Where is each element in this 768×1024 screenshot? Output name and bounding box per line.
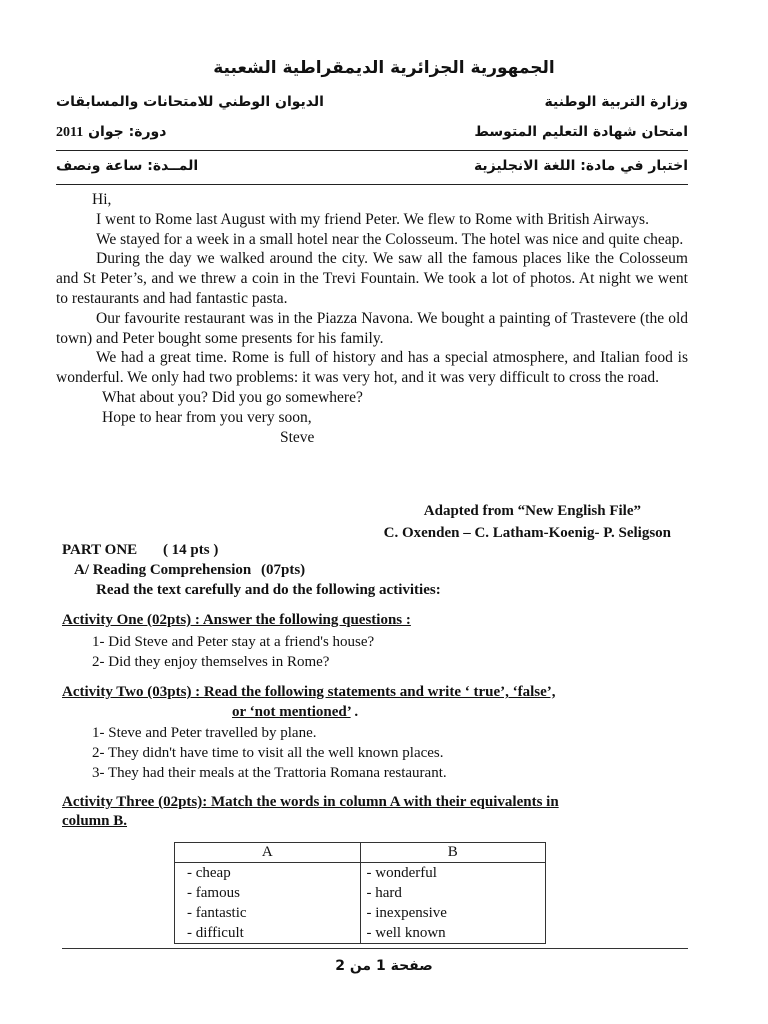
section-title: A/ Reading Comprehension — [74, 562, 252, 578]
subject-label: اختبار في مادة: اللغة الانجليزية — [473, 158, 688, 174]
session-year: 2011 — [56, 125, 84, 140]
letter-paragraph: We had a great time. Rome is full of history and has a special atmosphere, and Italian food is wonderful. We only had two problems: it was very hot, and it was very difficult to cross the road. — [56, 349, 688, 387]
source-book: Adapted from “New English File” — [423, 503, 641, 519]
column-a-word: - difficult — [187, 925, 244, 941]
republic-title: الجمهورية الجزائرية الديمقراطية الشعبية — [213, 58, 555, 78]
column-b-word: - well known — [366, 925, 446, 941]
section-heading — [74, 562, 305, 579]
reading-text — [56, 190, 688, 447]
statement-item: 2- They didn't have time to visit all the well known places. — [92, 745, 444, 761]
header-row-3 — [56, 158, 688, 174]
column-b-word: - wonderful — [366, 865, 437, 881]
activity-three-title-line2: column B. — [62, 813, 128, 829]
header-divider — [56, 150, 688, 151]
activity-one-title: Activity One (02pts) : Answer the following questions : — [62, 612, 411, 628]
column-a-word: - famous — [187, 885, 240, 901]
column-a-word: - cheap — [187, 865, 231, 881]
part-one-heading — [62, 542, 218, 559]
column-b-word: - hard — [366, 885, 402, 901]
activity-two-title-line2: or ‘not mentioned’ — [232, 704, 351, 720]
letter-closing: Hope to hear from you very soon, — [102, 408, 312, 426]
matching-table — [174, 842, 546, 944]
letter-paragraph: I went to Rome last August with my friend Peter. We flew to Rome with British Airways. — [96, 210, 649, 228]
session-label: دورة: جوان — [88, 124, 167, 140]
statement-item: 1- Steve and Peter travelled by plane. — [92, 725, 317, 741]
part-one-points: ( 14 pts ) — [162, 542, 219, 558]
instruction: Read the text carefully and do the following activities: — [96, 582, 441, 598]
activity-two-title — [62, 684, 556, 701]
letter-signature: Steve — [280, 428, 315, 446]
letter-paragraph: Our favourite restaurant was in the Piazza Navona. We bought a painting of Trastevere (the old town) and Peter bought some presents for his family. — [56, 309, 688, 347]
activity-three-title: Activity Three (02pts): Match the words in column A with their equivalents in — [62, 794, 559, 810]
letter-paragraph: During the day we walked around the city. We saw all the famous places like the Colosseum and St Peter’s, and we threw a coin in the Trevi Fountain. We took a lot of photos. At night we went to restaurants and had fantastic pasta. — [56, 250, 688, 307]
question-item: 1- Did Steve and Peter stay at a friend's house? — [92, 634, 375, 650]
column-b-header: B — [360, 843, 546, 863]
column-b-word: - inexpensive — [366, 905, 447, 921]
column-a-cell — [175, 863, 361, 944]
activity-two-title-line2-wrap — [232, 704, 358, 721]
header-bottom-divider — [56, 184, 688, 185]
part-one-title: PART ONE — [62, 542, 138, 558]
letter-paragraph: We stayed for a week in a small hotel near the Colosseum. The hotel was nice and quite cheap. — [96, 230, 684, 248]
letter-greeting: Hi, — [92, 191, 112, 208]
header-row-2 — [56, 124, 688, 141]
duration-label: المــدة: ساعة ونصف — [56, 158, 199, 174]
column-b-cell — [360, 863, 546, 944]
letter-question: What about you? Did you go somewhere? — [102, 388, 363, 406]
activity-two-title-end: . — [350, 704, 359, 720]
text-source — [56, 500, 671, 544]
exam-name: امتحان شهادة التعليم المتوسط — [474, 124, 688, 140]
source-authors: C. Oxenden – C. Latham-Koenig- P. Seligson — [383, 525, 671, 541]
question-item: 2- Did they enjoy themselves in Rome? — [92, 654, 330, 670]
page-number: صفحة 1 من 2 — [335, 958, 433, 974]
column-a-word: - fantastic — [187, 905, 247, 921]
activity-two-statements — [92, 723, 447, 783]
activity-two-title-line1: Activity Two (03pts) : Read the following statements and write ‘ true’, ‘false’, — [62, 684, 556, 700]
header-row-1 — [56, 94, 688, 110]
statement-item: 3- They had their meals at the Trattoria Romana restaurant. — [92, 765, 447, 781]
activity-one-questions — [92, 632, 374, 672]
footer-divider — [62, 948, 688, 949]
ministry-label: وزارة التربية الوطنية — [544, 94, 688, 110]
session-info — [56, 124, 166, 141]
column-a-header: A — [175, 843, 361, 863]
section-points: (07pts) — [261, 562, 306, 578]
exam-office-label: الديوان الوطني للامتحانات والمسابقات — [56, 94, 324, 110]
